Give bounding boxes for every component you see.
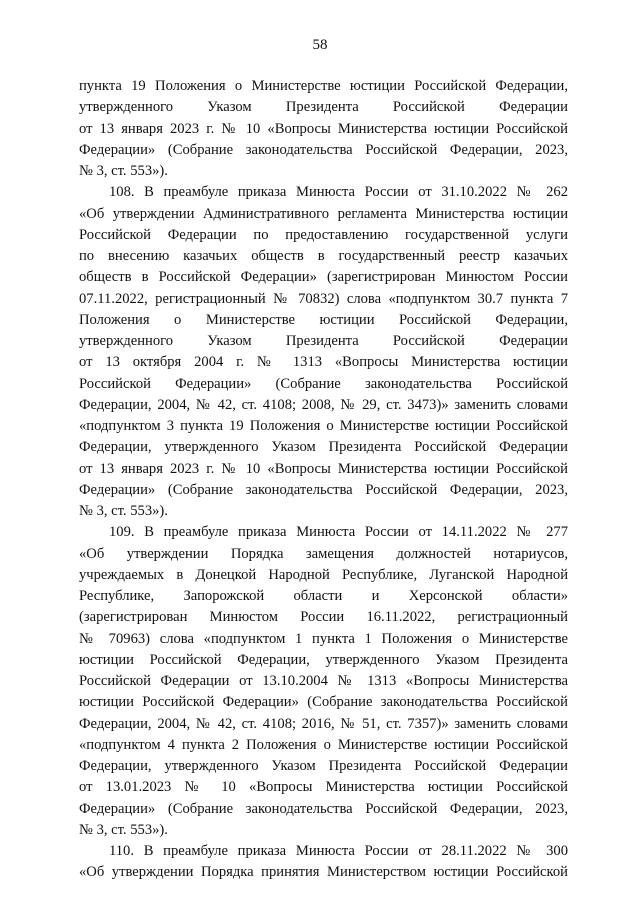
text-line: «подпунктом 4 пункта 2 Положения о Министерстве юстиции Российской [79, 736, 568, 753]
text-line: Федерации» (Собрание законодательства Российской Федерации, 2023, [79, 481, 568, 498]
text-line: юстиции Российской Федерации, утвержденного Указом Президента [79, 651, 568, 668]
text-line: 07.11.2022, регистрационный № 70832) слова «подпунктом 30.7 пункта 7 [79, 290, 568, 307]
text-line: от 13 января 2023 г. № 10 «Вопросы Министерства юстиции Российской [79, 460, 568, 477]
text-line: юстиции Российской Федерации» (Собрание законодательства Российской [79, 694, 568, 711]
text-line: учреждаемых в Донецкой Народной Республике, Луганской Народной [79, 566, 568, 583]
text-line: Республике, Запорожской области и Херсонской области» [79, 588, 568, 604]
text-line: 110. В преамбуле приказа Минюста России от 28.11.2022 № 300 [109, 843, 568, 859]
text-line: «Об утверждении Порядка принятия Министерством юстиции Российской [79, 864, 568, 881]
text-line: № 3, ст. 553»). [79, 503, 168, 519]
text-line: № 3, ст. 553»). [79, 821, 168, 838]
text-line: от 13 октября 2004 г. № 1313 «Вопросы Министерства юстиции [79, 354, 568, 371]
text-line: (зарегистрирован Минюстом России 16.11.2022, регистрационный [79, 609, 568, 626]
text-line: 108. В преамбуле приказа Минюста России от 31.10.2022 № 262 [109, 184, 568, 201]
text-line: «Об утверждении Порядка замещения должностей нотариусов, [79, 545, 568, 562]
text-line: пункта 19 Положения о Министерстве юстиции Российской Федерации, [79, 78, 568, 94]
text-line: утвержденного Указом Президента Российской Федерации [79, 333, 568, 349]
text-line: Федерации» (Собрание законодательства Российской Федерации, 2023, [79, 141, 568, 158]
text-line: Федерации» (Собрание законодательства Российской Федерации, 2023, [79, 800, 568, 817]
text-line: от 13.01.2023 № 10 «Вопросы Министерства юстиции Российской [79, 779, 568, 796]
text-line: 109. В преамбуле приказа Минюста России от 14.11.2022 № 277 [109, 524, 568, 541]
text-line: № 70963) слова «подпунктом 1 пункта 1 Положения о Министерстве [79, 630, 568, 647]
text-line: Федерации, 2004, № 42, ст. 4108; 2008, № 29, ст. 3473)» заменить словами [79, 396, 568, 413]
text-line: Федерации, утвержденного Указом Президента Российской Федерации [79, 758, 568, 774]
text-line: «Об утверждении Административного регламента Министерства юстиции [79, 205, 568, 222]
text-line: «подпунктом 3 пункта 19 Положения о Министерстве юстиции Российской [79, 418, 568, 434]
text-line: Российской Федерации» (Собрание законодательства Российской [79, 375, 568, 392]
text-line: Федерации, утвержденного Указом Президента Российской Федерации [79, 439, 568, 456]
text-line: Федерации, 2004, № 42, ст. 4108; 2016, № 51, ст. 7357)» заменить словами [79, 715, 568, 732]
text-line: Российской Федерации от 13.10.2004 № 1313 «Вопросы Министерства [79, 673, 568, 689]
text-line: Российской Федерации по предоставлению государственной услуги [79, 226, 568, 243]
text-line: № 3, ст. 553»). [79, 163, 168, 179]
page-number: 58 [312, 37, 328, 53]
text-line: Положения о Министерстве юстиции Российской Федерации, [79, 311, 568, 328]
body-text [79, 76, 568, 884]
text-line: от 13 января 2023 г. № 10 «Вопросы Министерства юстиции Российской [79, 120, 568, 137]
text-line: обществ в Российской Федерации» (зарегистрирован Минюстом России [79, 269, 568, 286]
text-line: по внесению казачьих обществ в государственный реестр казачьих [79, 248, 568, 264]
text-line: утвержденного Указом Президента Российской Федерации [79, 99, 568, 116]
